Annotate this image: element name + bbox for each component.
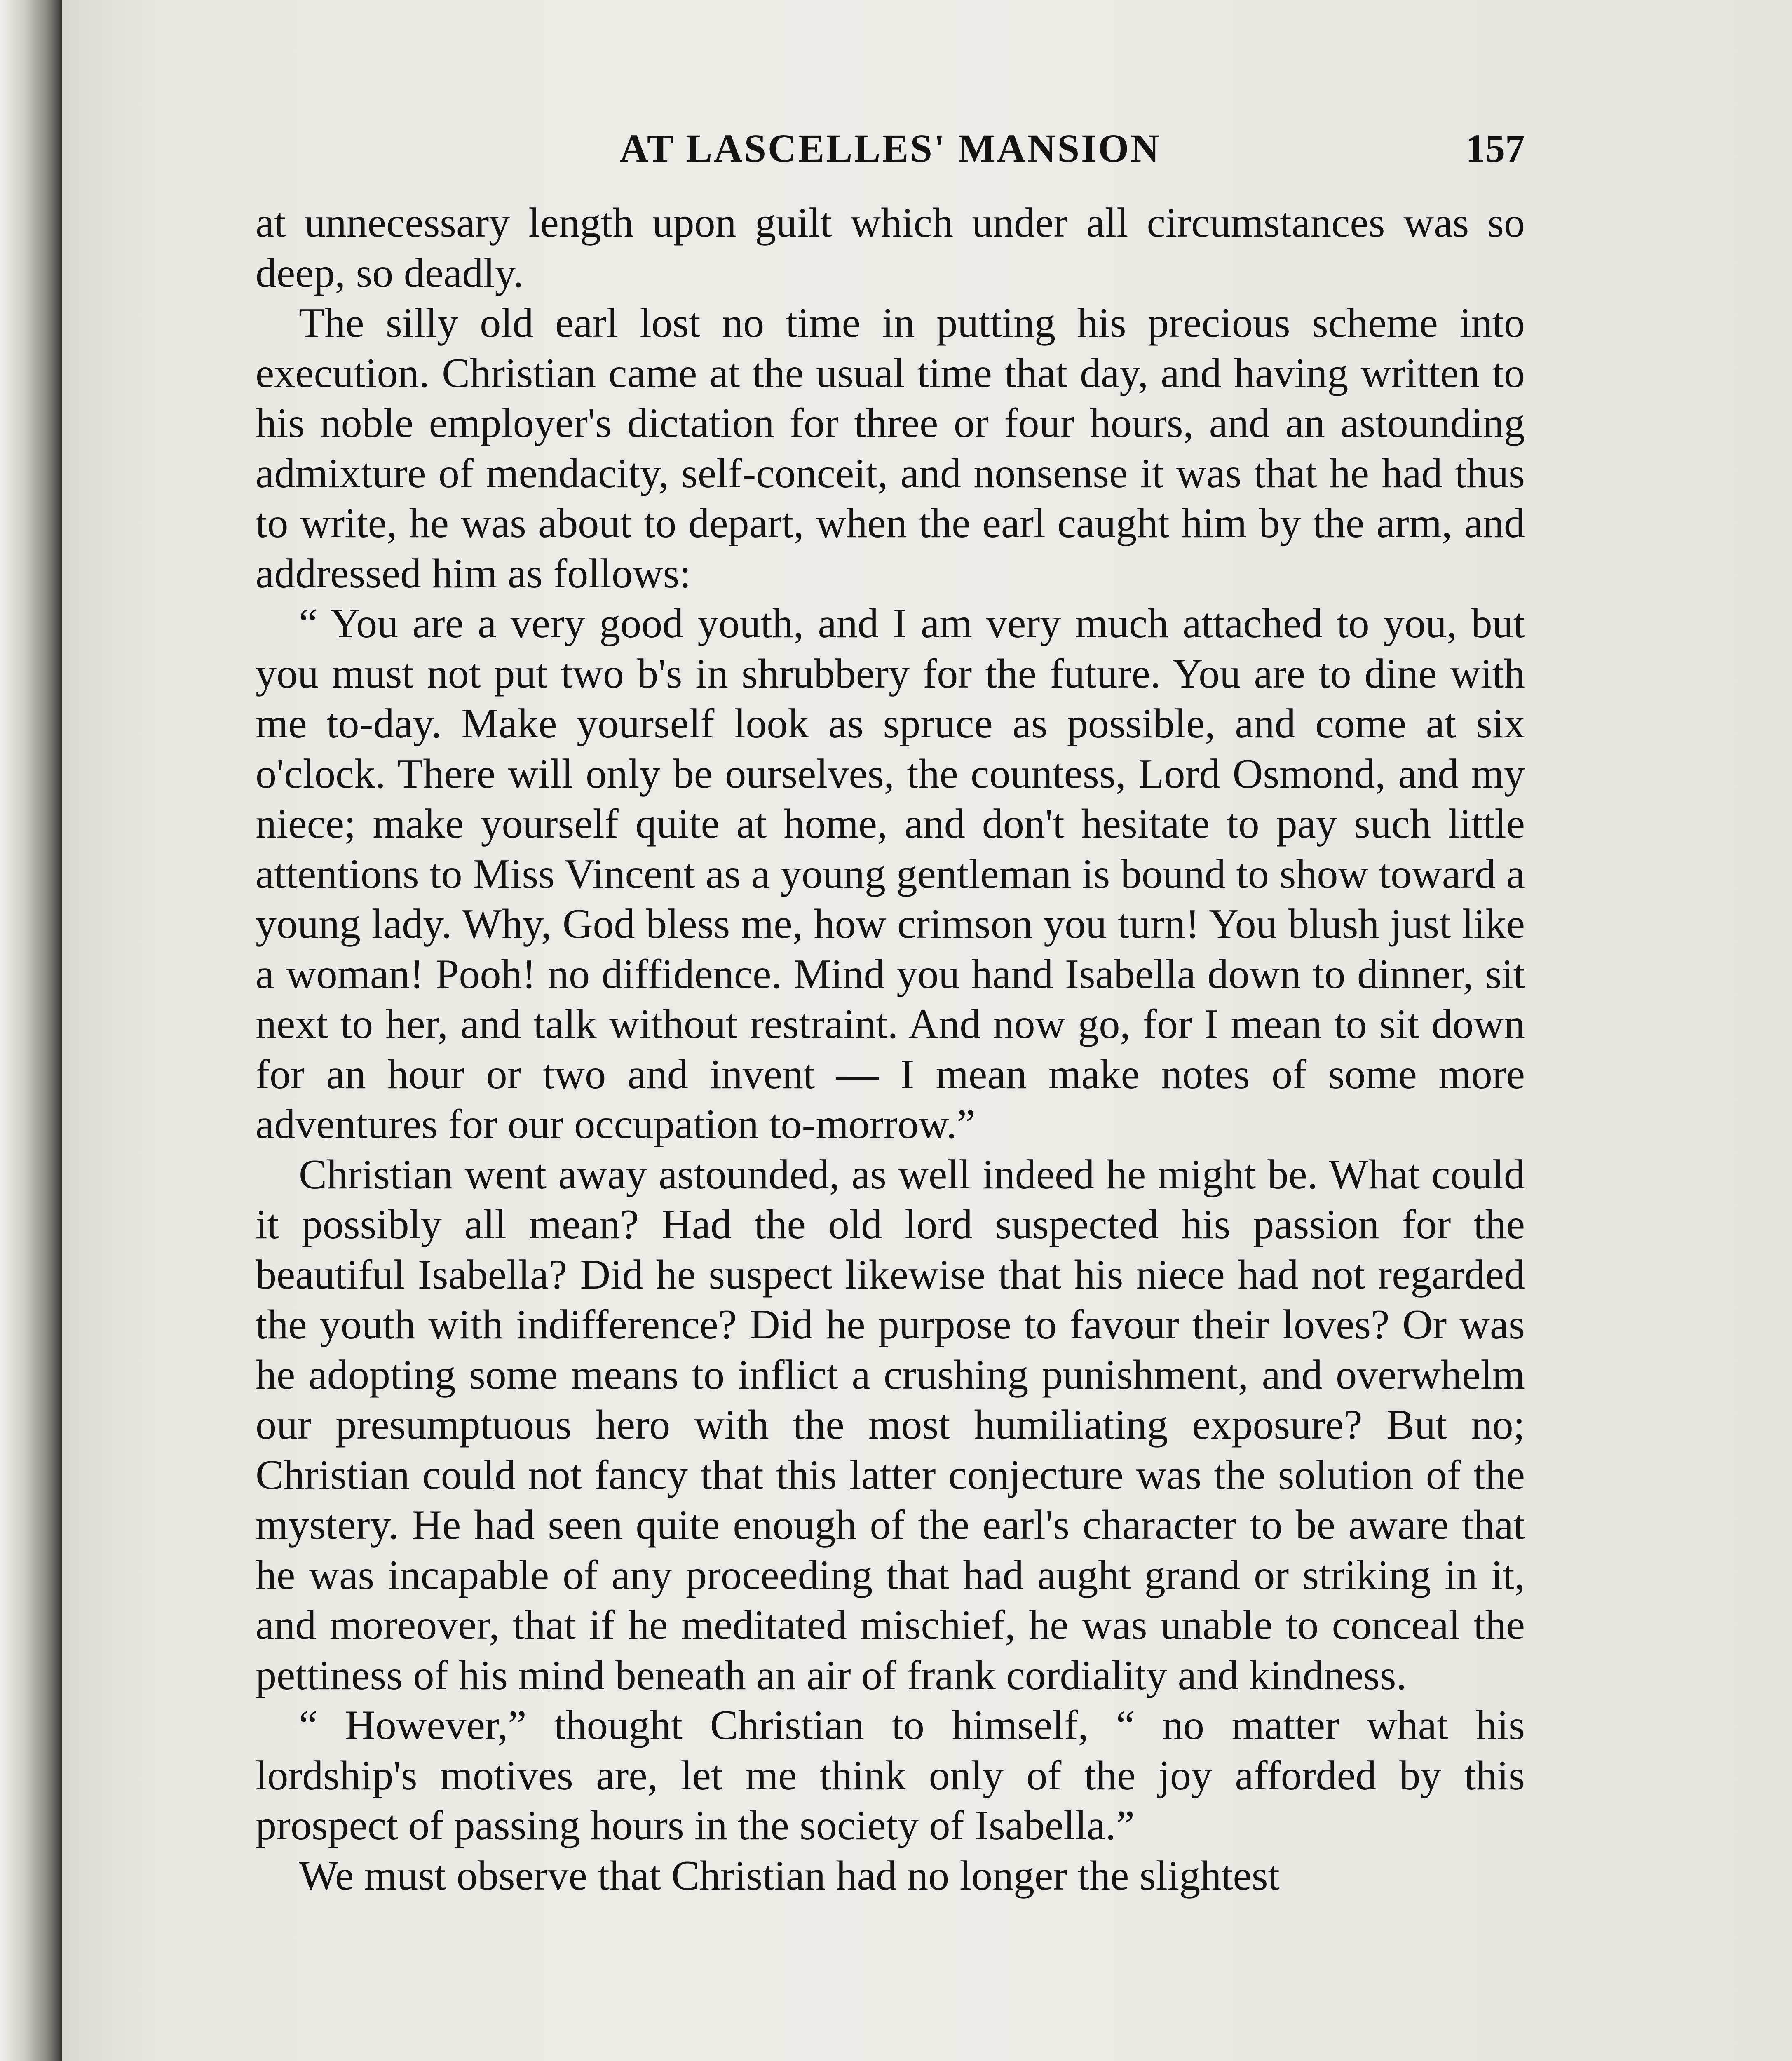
body-text	[256, 198, 1525, 1901]
book-spine-shadow	[0, 0, 62, 2061]
paragraph-final-line: We must observe that Christian had no longer the slightest	[299, 1852, 1280, 1899]
paragraph: Christian went away astounded, as well indeed he might be. What could it possibly all mean? Had the old lord suspected his passion for the beautiful Isabella? Did he suspect likewise that his niece had not regarded the youth with indifference? Did he purpose to favour their loves? Or was he adopting some means to inflict a crushing punishment, and overwhelm our presumptuous hero with the most humiliating exposure? But no; Christian could not fancy that this latter conjecture was the solution of the mystery. He had seen quite enough of the earl's character to be aware that he was incapable of any proceeding that had aught grand or striking in it, and moreover, that if he meditated mischief, he was unable to conceal the pettiness of his mind beneath an air of frank cordiality and kindness.	[256, 1151, 1525, 1699]
paragraph-continuation: at unnecessary length upon guilt which under all circumstances was so deep, so deadly.	[256, 200, 1525, 296]
running-head	[256, 115, 1525, 181]
page-number: 157	[1466, 126, 1525, 170]
paragraph-christian-thought: “ However,” thought Christian to himself, “ no matter what his lordship's motives are, let me think only of the joy afforded by this prospect of passing hours in the society of Isabella.”	[256, 1702, 1525, 1849]
book-page	[62, 0, 1792, 2061]
paragraph: The silly old earl lost no time in putting his precious scheme into execution. Christian came at the usual time that day, and having written to his noble employer's dictation for three or four hours, and an astounding admixture of mendacity, self-conceit, and nonsense it was that he had thus to write, he was about to depart, when the earl caught him by the arm, and addressed him as follows:	[256, 300, 1525, 597]
running-title: AT LASCELLES' MANSION	[619, 126, 1161, 170]
paragraph-earl-speech: “ You are a very good youth, and I am very much attached to you, but you must not put two b's in shrubbery for the future. You are to dine with me to-day. Make yourself look as spruce as possible, and come at six o'clock. There will only be ourselves, the countess, Lord Osmond, and my niece; make yourself quite at home, and don't hesitate to pay such little attentions to Miss Vincent as a young gentleman is bound to show toward a young lady. Why, God bless me, how crimson you turn! You blush just like a woman! Pooh! no diffidence. Mind you hand Isabella down to dinner, sit next to her, and talk without restraint. And now go, for I mean to sit down for an hour or two and invent — I mean make notes of some more adventures for our occupation to-morrow.”	[256, 600, 1525, 1148]
